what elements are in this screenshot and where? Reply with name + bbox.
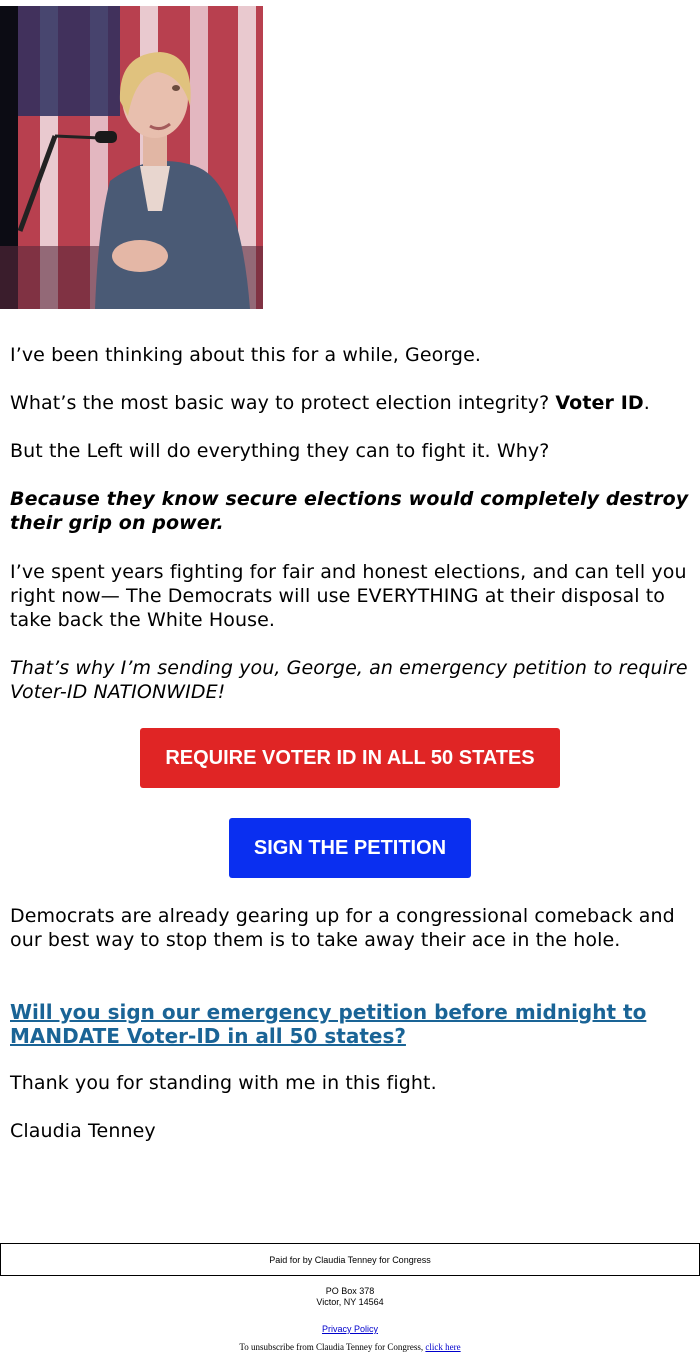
paid-for-text: Paid for by Claudia Tenney for Congress	[269, 1254, 431, 1265]
thank-you-paragraph: Thank you for standing with me in this fight.	[10, 1072, 437, 1094]
emphasis-paragraph: Because they know secure elections would completely destroy their grip on power.	[10, 488, 689, 534]
greeting-paragraph: I’ve been thinking about this for a while, George.	[10, 344, 482, 366]
left-paragraph: But the Left will do everything they can to fight it. Why?	[10, 440, 550, 462]
question-end: .	[643, 392, 650, 414]
address-line-2: Victor, NY 14564	[316, 1297, 384, 1307]
privacy-row	[0, 1324, 700, 1334]
candidate-photo	[0, 6, 263, 309]
question-text: What’s the most basic way to protect election integrity?	[10, 392, 556, 414]
unsubscribe-row	[0, 1342, 700, 1352]
privacy-policy-link[interactable]: Privacy Policy	[321, 1324, 378, 1334]
address-line-1: PO Box 378	[325, 1286, 375, 1296]
require-voter-id-button[interactable]: REQUIRE VOTER ID IN ALL 50 STATES	[140, 728, 560, 788]
petition-link[interactable]: Will you sign our emergency petition before midnight to MANDATE Voter-ID in all 50 states?	[10, 1000, 647, 1048]
democrats-paragraph: Democrats are already gearing up for a congressional comeback and our best way to stop them is to take away their ace in the hole.	[10, 905, 675, 951]
sign-petition-button[interactable]: SIGN THE PETITION	[229, 818, 471, 878]
voter-id-emphasis: Voter ID	[555, 392, 644, 414]
unsubscribe-link[interactable]: click here	[425, 1342, 461, 1352]
question-paragraph	[10, 391, 692, 415]
paid-for-disclaimer	[0, 1243, 700, 1276]
petition-intro-paragraph: That’s why I’m sending you, George, an emergency petition to require Voter-ID NATIONWIDE!	[10, 657, 688, 703]
signature: Claudia Tenney	[10, 1120, 156, 1142]
years-fighting-paragraph: I’ve spent years fighting for fair and honest elections, and can tell you right now— The Democrats will use EVERYTHING at their disposal to take back the White House.	[10, 561, 687, 631]
unsubscribe-text: To unsubscribe from Claudia Tenney for Congress,	[239, 1342, 426, 1352]
